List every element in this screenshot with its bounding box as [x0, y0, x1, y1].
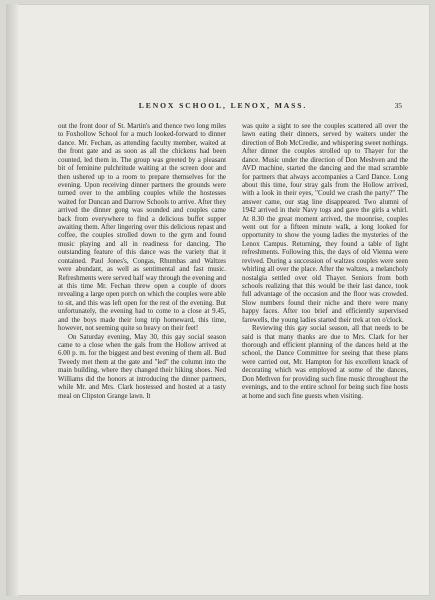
page-number: 35 — [394, 101, 402, 110]
paragraph: Reviewing this gay social season, all that needs to be said is that many thanks are due to Mrs. Clark for her thorough and efficient planning of the dances held at the school, the Dance Committee for seeing that these plans were carried out, Mr. Hampton for his excellent knack of decorating which was employed at some of the dances, Don Methven for providing such fine music throughout the evenings, and to the entire school for being such fine hosts at home and such fine guests when visiting. — [242, 324, 408, 400]
page-header — [44, 101, 402, 113]
page-binding-edge — [6, 4, 18, 596]
paragraph: On Saturday evening, May 30, this gay social season came to a close when the gals from the Hollow arrived at 6.00 p. m. for the biggest and best evening of them all. Bud Tweedy met them at the gate and "led" the column into the main building, where they changed their hiking shoes. Ned Williams did the honors at introducing the dinner partners, while Mr. and Mrs. Clark hostessed and hosted at a tasty meal on Clipston Grange lawn. It — [58, 332, 226, 400]
running-title: LENOX SCHOOL, LENOX, MASS. — [138, 101, 308, 110]
paragraph: was quite a sight to see the couples scattered all over the lawn eating their dinners, served by waiters under the direction of Bob McCredie, and whispering sweet nothings. After dinner the couples strolled up to Thayer for the dance. Music under the direction of Don Meshven and the AVD machine, started the dancing and the mad scramble for partners that always accompanies a Card Dance. Long about this time, four stray gals from the Hollow arrived, with a look in their eyes, "Could we crash the party?" The answer came, our stag line disappeared. Two alumni of 1942 arrived in their Navy togs and gave the girls a whirl. At 8.30 the great moment arrived, the moonrise, couples went out for a fifteen minute walk, a long looked for opportunity to show the young ladies the mysteries of the Lenox Campus. Returning, they found a table of light refreshments. Following this, the days of old Vienna were revived. During a succession of waltzes couples were seen whirling all over the place. After the waltzes, a melancholy nostalgia settled over old Thayer. Seniors from both schools realizing that this would be their last dance, took full advantage of the occasion and the floor was crowded. Slow numbers found their niche and there were many happy faces. After too brief and efficiently supervised farewells, the young ladies started their trek at ten o'clock. — [242, 122, 408, 324]
paragraph: out the front door of St. Martin's and thence two long miles to Foxhollow School for a much looked-forward to dinner dance. Mr. Fechan, as attending faculty member, waited at the front gate and as soon as all the chickens had been counted, led them in. The group was greeted by a pleasant bit of feminine pulchritude waiting at the screen door and then ushered up to a room to prepare themselves for the evening. Upon receiving dinner partners the grounds were turned over to the ambling couples while the hostesses waited for Duncan and Darrow Schools to arrive. After they arrived the dinner gong was sounded and couples came back from everywhere to find a delicious buffet supper awaiting them. After lingering over this delicious repast and coffee, the couples strolled down to the gym and found music playing and all in readiness for dancing. The outstanding feature of this dance was the variety that it contained. Paul Jones's, Congas, Rhumbas and Waltzes were abundant, as well as sentimental and fast music. Refreshments were served half way through the evening and at this time Mr. Fechan threw open a couple of doors revealing a large open porch on which the couples were able to sit, and this was left open for the rest of the evening. But unfortunately, the evening had to come to a close at 9.45, and the boys made their long trip homeward, this time, however, not seeming quite so heavy on their feet! — [58, 122, 226, 333]
left-column — [58, 122, 226, 400]
right-column — [242, 122, 408, 400]
document-page — [6, 4, 430, 596]
